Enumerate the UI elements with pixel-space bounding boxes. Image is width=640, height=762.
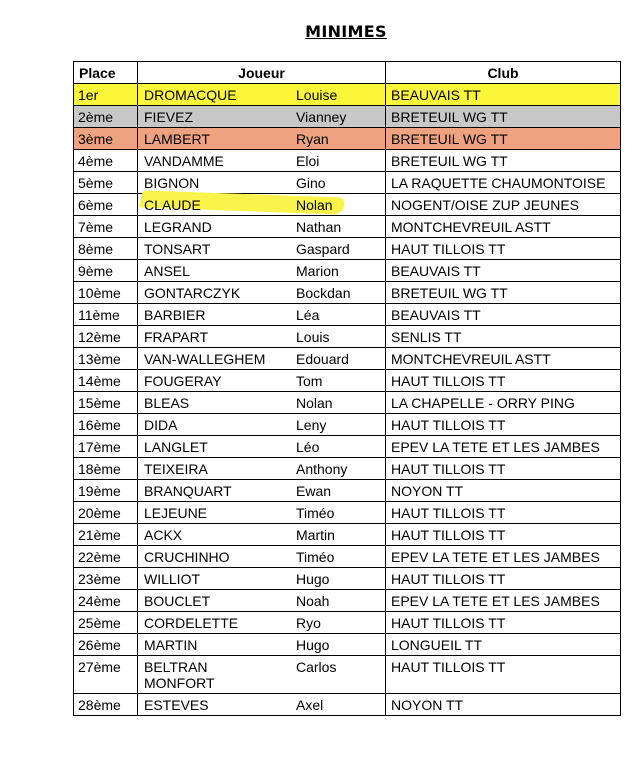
table-row: [74, 392, 621, 414]
club-cell: HAUT TILLOIS TT: [386, 238, 621, 260]
table-row: [74, 502, 621, 524]
player-cell: [138, 524, 386, 546]
table-header-row: [74, 62, 621, 84]
last-name: CORDELETTE: [144, 615, 239, 631]
table-row: [74, 612, 621, 634]
first-name: Bockdan: [296, 285, 351, 301]
first-name: Léo: [296, 439, 320, 455]
place-cell: 27ème: [74, 656, 138, 694]
club-cell: SENLIS TT: [386, 326, 621, 348]
club-cell: BRETEUIL WG TT: [386, 282, 621, 304]
last-name: ANSEL: [144, 263, 190, 279]
first-name: Vianney: [296, 109, 347, 125]
last-name: GONTARCZYK: [144, 285, 241, 301]
player-cell: [138, 656, 386, 694]
first-name: Louis: [296, 329, 330, 345]
last-name: FIEVEZ: [144, 109, 194, 125]
page-title: MINIMES: [305, 22, 387, 41]
place-cell: 6ème: [74, 194, 138, 216]
last-name: DROMACQUE: [144, 87, 237, 103]
player-cell: [138, 612, 386, 634]
club-cell: HAUT TILLOIS TT: [386, 458, 621, 480]
table-row: [74, 590, 621, 612]
player-cell: [138, 546, 386, 568]
last-name: ACKX: [144, 527, 183, 543]
first-name: Gino: [296, 175, 326, 191]
first-name: Leny: [296, 417, 327, 433]
place-cell: 5ème: [74, 172, 138, 194]
table-row: [74, 106, 621, 128]
club-cell: BEAUVAIS TT: [386, 84, 621, 106]
last-name: LAMBERT: [144, 131, 210, 147]
last-name: TEIXEIRA: [144, 461, 208, 477]
first-name: Martin: [296, 527, 335, 543]
table-row: [74, 458, 621, 480]
place-cell: 19ème: [74, 480, 138, 502]
place-cell: 20ème: [74, 502, 138, 524]
club-cell: BRETEUIL WG TT: [386, 150, 621, 172]
place-cell: 22ème: [74, 546, 138, 568]
club-cell: MONTCHEVREUIL ASTT: [386, 216, 621, 238]
place-cell: 18ème: [74, 458, 138, 480]
last-name: CRUCHINHO: [144, 549, 230, 565]
first-name: Nolan: [296, 197, 333, 213]
table-row: [74, 348, 621, 370]
place-cell: 4ème: [74, 150, 138, 172]
player-cell: [138, 282, 386, 304]
club-cell: EPEV LA TETE ET LES JAMBES: [386, 546, 621, 568]
first-name: Timéo: [296, 549, 335, 565]
club-cell: EPEV LA TETE ET LES JAMBES: [386, 590, 621, 612]
place-cell: 21ème: [74, 524, 138, 546]
player-cell: [138, 370, 386, 392]
place-cell: 24ème: [74, 590, 138, 612]
table-row: [74, 194, 621, 216]
last-name: TONSART: [144, 241, 211, 257]
club-cell: HAUT TILLOIS TT: [386, 414, 621, 436]
club-cell: LA CHAPELLE - ORRY PING: [386, 392, 621, 414]
club-cell: LA RAQUETTE CHAUMONTOISE: [386, 172, 621, 194]
first-name: Nolan: [296, 395, 333, 411]
first-name: Anthony: [296, 461, 348, 477]
player-cell: [138, 128, 386, 150]
player-cell: [138, 172, 386, 194]
place-cell: 16ème: [74, 414, 138, 436]
first-name: Gaspard: [296, 241, 350, 257]
club-cell: NOGENT/OISE ZUP JEUNES: [386, 194, 621, 216]
last-name: BRANQUART: [144, 483, 232, 499]
player-cell: [138, 458, 386, 480]
place-cell: 28ème: [74, 694, 138, 716]
ranking-body: [74, 84, 621, 716]
club-cell: HAUT TILLOIS TT: [386, 524, 621, 546]
table-row: [74, 238, 621, 260]
first-name: Carlos: [296, 659, 337, 675]
last-name: WILLIOT: [144, 571, 201, 587]
club-cell: BEAUVAIS TT: [386, 260, 621, 282]
table-row: [74, 436, 621, 458]
first-name: Ryo: [296, 615, 321, 631]
header-club: Club: [386, 62, 621, 84]
table-row: [74, 546, 621, 568]
place-cell: 13ème: [74, 348, 138, 370]
club-cell: HAUT TILLOIS TT: [386, 502, 621, 524]
last-name: BLEAS: [144, 395, 190, 411]
last-name: LEGRAND: [144, 219, 212, 235]
player-cell: [138, 106, 386, 128]
table-row: [74, 84, 621, 106]
ranking-table: [73, 61, 621, 716]
club-cell: EPEV LA TETE ET LES JAMBES: [386, 436, 621, 458]
table-row: [74, 634, 621, 656]
player-cell: [138, 150, 386, 172]
table-row: [74, 480, 621, 502]
table-row: [74, 694, 621, 716]
club-cell: HAUT TILLOIS TT: [386, 612, 621, 634]
last-name: FRAPART: [144, 329, 209, 345]
last-name: DIDA: [144, 417, 178, 433]
club-cell: LONGUEIL TT: [386, 634, 621, 656]
place-cell: 1er: [74, 84, 138, 106]
club-cell: MONTCHEVREUIL ASTT: [386, 348, 621, 370]
table-row: [74, 216, 621, 238]
table-row: [74, 128, 621, 150]
first-name: Louise: [296, 87, 338, 103]
first-name: Hugo: [296, 571, 330, 587]
first-name: Tom: [296, 373, 323, 389]
player-cell: [138, 568, 386, 590]
header-place: Place: [74, 62, 138, 84]
place-cell: 10ème: [74, 282, 138, 304]
table-row: [74, 304, 621, 326]
first-name: Nathan: [296, 219, 342, 235]
table-row: [74, 568, 621, 590]
table-row: [74, 282, 621, 304]
first-name: Edouard: [296, 351, 349, 367]
club-cell: HAUT TILLOIS TT: [386, 370, 621, 392]
club-cell: HAUT TILLOIS TT: [386, 656, 621, 694]
table-row: [74, 326, 621, 348]
last-name: BOUCLET: [144, 593, 211, 609]
table-row: [74, 524, 621, 546]
player-cell: [138, 238, 386, 260]
first-name: Léa: [296, 307, 320, 323]
player-cell: [138, 502, 386, 524]
club-cell: HAUT TILLOIS TT: [386, 568, 621, 590]
place-cell: 7ème: [74, 216, 138, 238]
player-cell: [138, 260, 386, 282]
last-name: LEJEUNE: [144, 505, 208, 521]
player-cell: [138, 634, 386, 656]
first-name: Noah: [296, 593, 330, 609]
player-cell: [138, 694, 386, 716]
table-row: [74, 414, 621, 436]
place-cell: 15ème: [74, 392, 138, 414]
table-row: [74, 370, 621, 392]
table-row: [74, 172, 621, 194]
club-cell: NOYON TT: [386, 480, 621, 502]
place-cell: 23ème: [74, 568, 138, 590]
table-row: [74, 260, 621, 282]
first-name: Eloi: [296, 153, 320, 169]
club-cell: NOYON TT: [386, 694, 621, 716]
player-cell: [138, 304, 386, 326]
club-cell: BRETEUIL WG TT: [386, 128, 621, 150]
club-cell: BEAUVAIS TT: [386, 304, 621, 326]
place-cell: 9ème: [74, 260, 138, 282]
last-name: LANGLET: [144, 439, 208, 455]
first-name: Axel: [296, 697, 324, 713]
player-cell: [138, 348, 386, 370]
last-name: BARBIER: [144, 307, 206, 323]
place-cell: 3ème: [74, 128, 138, 150]
player-cell: [138, 84, 386, 106]
player-cell: [138, 392, 386, 414]
first-name: Timéo: [296, 505, 335, 521]
table-row: [74, 150, 621, 172]
place-cell: 11ème: [74, 304, 138, 326]
first-name: Ryan: [296, 131, 329, 147]
last-name: VAN-WALLEGHEM: [144, 351, 266, 367]
place-cell: 2ème: [74, 106, 138, 128]
place-cell: 26ème: [74, 634, 138, 656]
player-cell: [138, 590, 386, 612]
place-cell: 14ème: [74, 370, 138, 392]
place-cell: 12ème: [74, 326, 138, 348]
first-name: Marion: [296, 263, 339, 279]
last-name: CLAUDE: [144, 197, 201, 213]
place-cell: 25ème: [74, 612, 138, 634]
player-cell: [138, 326, 386, 348]
club-cell: BRETEUIL WG TT: [386, 106, 621, 128]
last-name: VANDAMME: [144, 153, 224, 169]
first-name: Ewan: [296, 483, 332, 499]
header-player: Joueur: [138, 62, 386, 84]
player-cell: [138, 414, 386, 436]
last-name: BIGNON: [144, 175, 200, 191]
place-cell: 17ème: [74, 436, 138, 458]
player-cell: [138, 194, 386, 216]
player-cell: [138, 436, 386, 458]
last-name: BELTRAN MONFORT: [144, 659, 215, 691]
last-name: ESTEVES: [144, 697, 209, 713]
player-cell: [138, 480, 386, 502]
last-name: FOUGERAY: [144, 373, 222, 389]
table-row: [74, 656, 621, 694]
first-name: Hugo: [296, 637, 330, 653]
last-name: MARTIN: [144, 637, 198, 653]
place-cell: 8ème: [74, 238, 138, 260]
player-cell: [138, 216, 386, 238]
